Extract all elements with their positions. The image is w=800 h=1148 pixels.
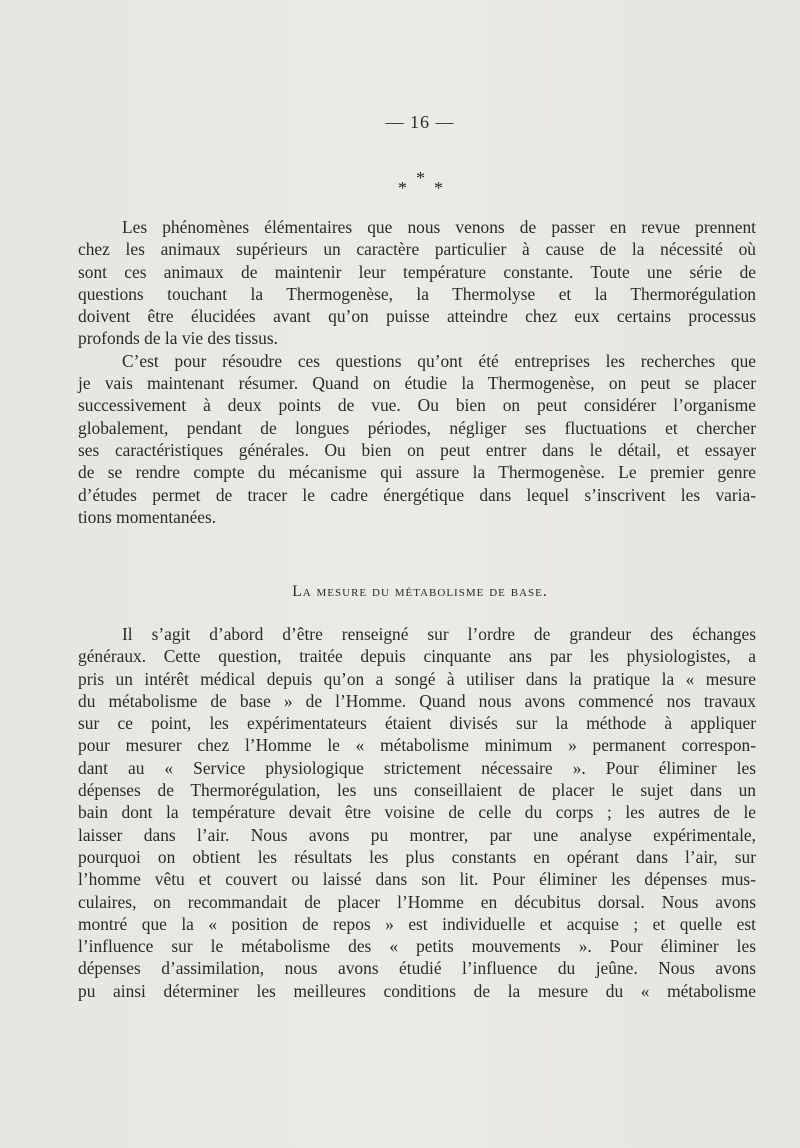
text-line: l’homme vêtu et couvert ou laissé dans son lit. Pour éliminer les dépenses mus- — [78, 869, 756, 890]
text-line: ses caractéristiques générales. Ou bien on peut entrer dans le détail, et essayer — [78, 439, 756, 460]
text-line: pu ainsi déterminer les meilleures conditions de la mesure du « métabolisme — [78, 980, 756, 1001]
text-line: d’études permet de tracer le cadre énergétique dans lequel s’inscrivent les varia- — [78, 484, 756, 505]
text-line: pris un intérêt médical depuis qu’on a songé à utiliser dans la pratique la « mesure — [78, 668, 756, 689]
text-line: successivement à deux points de vue. Ou bien on peut considérer l’organisme — [78, 395, 756, 416]
section-heading: La mesure du métabolisme de base. — [292, 583, 548, 600]
text-line: questions touchant la Thermogenèse, la Thermolyse et la Thermorégulation — [78, 283, 756, 304]
asterism-star: * — [398, 178, 407, 198]
text-line: profonds de la vie des tissus. — [78, 328, 278, 349]
text-line: dant au « Service physiologique strictement nécessaire ». Pour éliminer les — [78, 757, 756, 778]
text-line: généraux. Cette question, traitée depuis cinquante ans par les physiologistes, a — [78, 646, 756, 667]
text-line: culaires, on recommandait de placer l’Homme en décubitus dorsal. Nous avons — [78, 891, 756, 912]
page-number: — 16 — — [385, 112, 455, 132]
text-line: Il s’agit d’abord d’être renseigné sur l’ordre de grandeur des échanges — [122, 624, 756, 644]
asterism-star: * — [434, 178, 443, 198]
text-line: Les phénomènes élémentaires que nous venons de passer en revue prennent — [122, 217, 756, 237]
text-line: laisser dans l’air. Nous avons pu montrer, par une analyse expérimentale, — [78, 824, 756, 845]
text-line: doivent être élucidées avant qu’on puisse atteindre chez eux certains processus — [78, 306, 756, 327]
text-line: chez les animaux supérieurs un caractère particulier à cause de la nécessité où — [78, 239, 756, 260]
paragraph-intro — [78, 216, 756, 528]
text-line: sur ce point, les expérimentateurs étaient divisés sur la méthode à appliquer — [78, 713, 756, 734]
text-line: du métabolisme de base » de l’Homme. Quand nous avons commencé nos travaux — [78, 690, 756, 711]
text-line: pourquoi on obtient les résultats les plus constants en opérant dans l’air, sur — [78, 846, 756, 867]
text-line: globalement, pendant de longues périodes, négliger ses fluctuations et chercher — [78, 417, 756, 438]
text-line: sont ces animaux de maintenir leur température constante. Toute une série de — [78, 261, 756, 282]
text-line: de se rendre compte du mécanisme qui assure la Thermogenèse. Le premier genre — [78, 462, 756, 483]
asterism-star: * — [416, 168, 425, 188]
text-line: pour mesurer chez l’Homme le « métabolisme minimum » permanent correspon- — [78, 735, 756, 756]
text-line: dépenses d’assimilation, nous avons étudié l’influence du jeûne. Nous avons — [78, 958, 756, 979]
text-line: C’est pour résoudre ces questions qu’ont été entreprises les recherches que — [122, 350, 756, 371]
text-line: je vais maintenant résumer. Quand on étudie la Thermogenèse, on peut se placer — [78, 373, 756, 394]
text-line: bain dont la température devait être voisine de celle du corps ; les autres de le — [78, 802, 756, 823]
text-line: dépenses de Thermorégulation, les uns conseillaient de placer le sujet dans un — [78, 780, 756, 801]
text-line: l’influence sur le métabolisme des « petits mouvements ». Pour éliminer les — [78, 936, 756, 957]
paragraph-metabolism — [78, 623, 756, 1002]
asterism-ornament — [398, 168, 448, 198]
text-line: montré que la « position de repos » est individuelle et acquise ; et quelle est — [78, 913, 756, 934]
text-line: tions momentanées. — [78, 506, 217, 527]
